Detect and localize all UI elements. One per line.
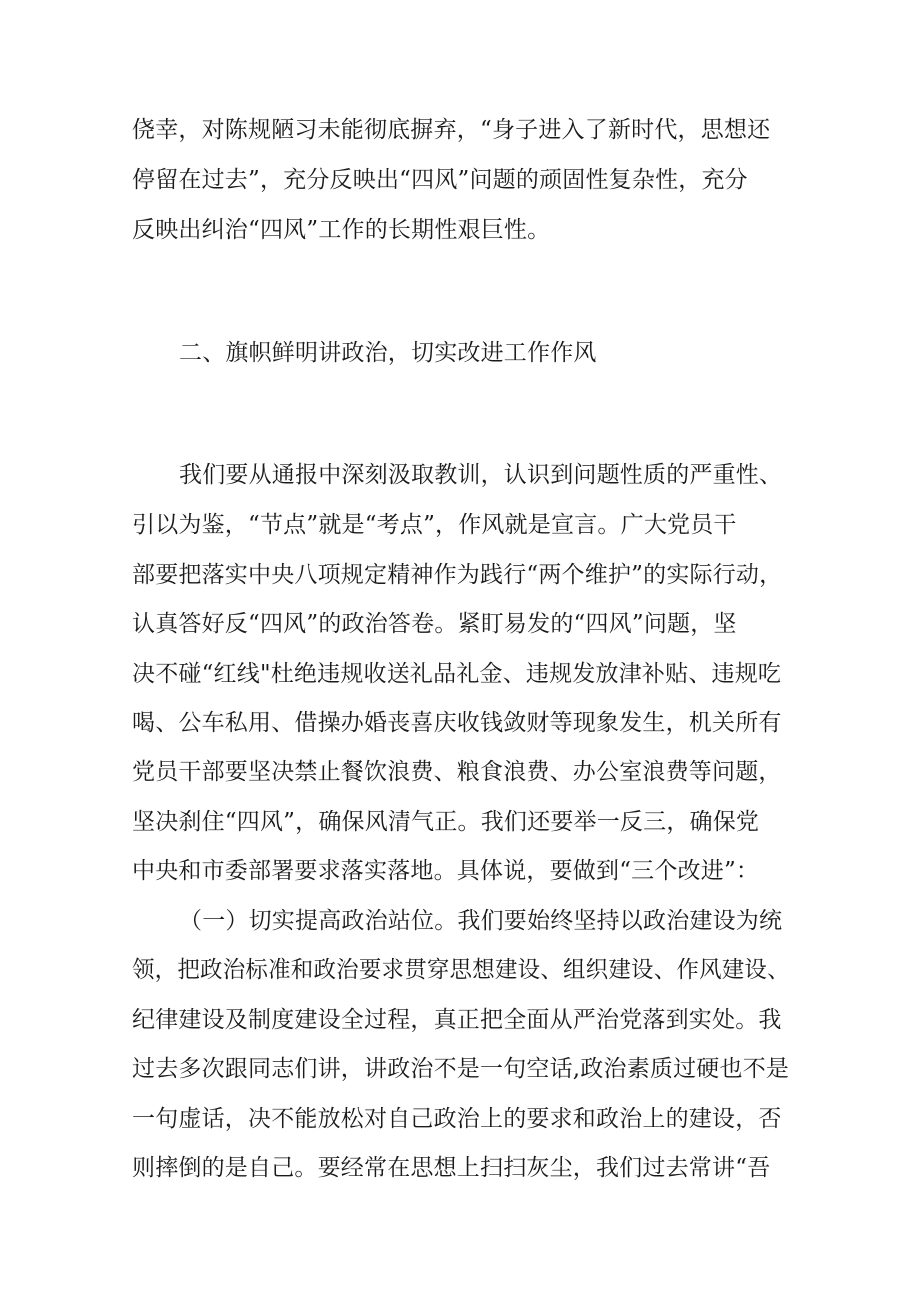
paragraph-line: 过去多次跟同志们讲，讲政治不是一句空话,政治素质过硬也不是 [132,1056,790,1082]
paragraph-line: 侥幸，对陈规陋习未能彻底摒弃，“身子进入了新时代，思想还 [132,117,771,143]
paragraph-line: 一句虚话，决不能放松对自己政治上的要求和政治上的建设，否 [132,1106,782,1132]
paragraph-line: 纪律建设及制度建设全过程，真正把全面从严治党落到实处。我 [132,1007,782,1033]
paragraph-line: 决不碰“红线"杜绝违规收送礼品礼金、违规发放津补贴、违规吃 [132,661,782,687]
paragraph-line: 喝、公车私用、借操办婚丧喜庆收钱敛财等现象发生，机关所有 [132,710,782,736]
paragraph-line: （一）切实提高政治站位。我们要始终坚持以政治建设为统 [179,908,783,934]
paragraph-line: 停留在过去”，充分反映出“四风”问题的顽固性复杂性，充分 [132,167,748,193]
paragraph-line: 我们要从通报中深刻汲取教训，认识到问题性质的严重性、 [179,462,783,488]
paragraph-line: 反映出纠治“四风”工作的长期性艰巨性。 [132,217,551,243]
paragraph-line: 坚决刹住“四风”，确保风清气正。我们还要举一反三，确保党 [132,809,760,835]
paragraph-line: 中央和市委部署要求落实落地。具体说，要做到“三个改进”： [132,858,760,884]
paragraph-line: 认真答好反“四风”的政治答卷。紧盯易发的“四风”问题，坚 [132,611,737,637]
section-heading: 二、旗帜鲜明讲政治，切实改进工作作风 [179,340,597,366]
paragraph-line: 则摔倒的是自己。要经常在思想上扫扫灰尘，我们过去常讲“吾 [132,1155,771,1181]
paragraph-line: 引以为鉴，“节点”就是“考点”，作风就是宣言。广大党员干 [132,512,737,538]
paragraph-line: 党员干部要坚决禁止餐饮浪费、粮食浪费、办公室浪费等问题， [132,759,782,785]
paragraph-line: 部要把落实中央八项规定精神作为践行“两个维护”的实际行动， [132,562,783,588]
paragraph-line: 领，把政治标准和政治要求贯穿思想建设、组织建设、作风建设、 [132,957,790,983]
